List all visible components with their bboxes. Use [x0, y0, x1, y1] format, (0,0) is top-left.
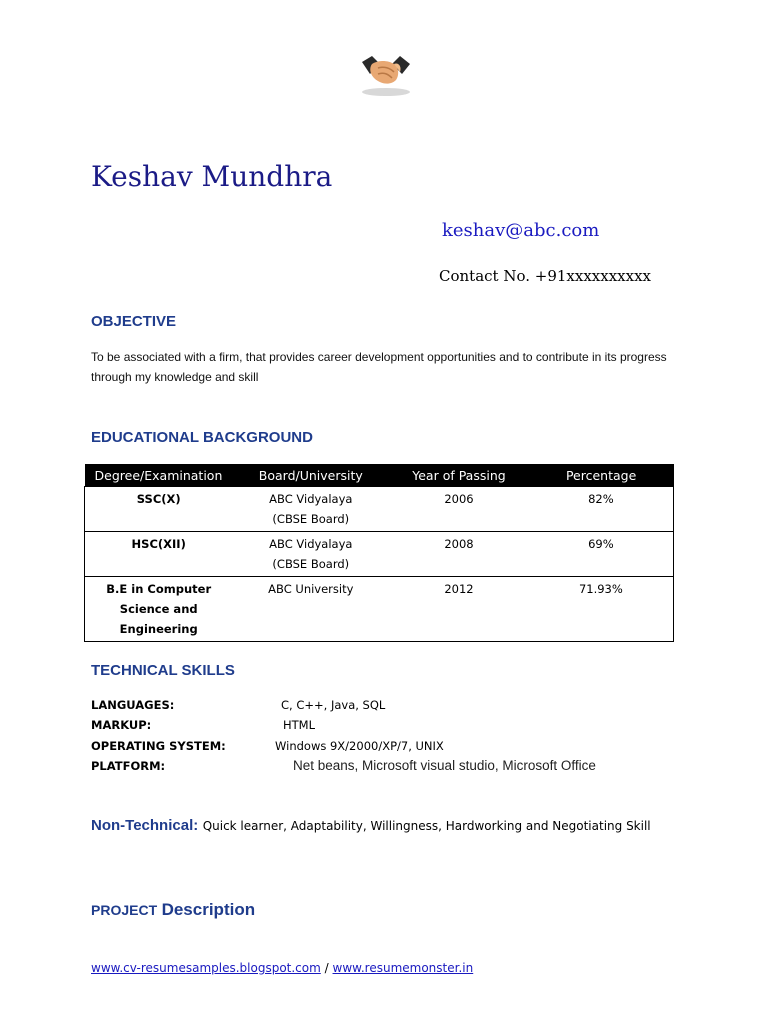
- footer-link-cv-resumesamples[interactable]: www.cv-resumesamples.blogspot.com: [91, 961, 321, 975]
- column-header: Percentage: [529, 464, 674, 487]
- table-row: [85, 532, 674, 577]
- skill-label: MARKUP:: [91, 718, 152, 732]
- footer-links: [91, 961, 473, 975]
- degree-line: B.E in Computer: [106, 582, 212, 596]
- board-line: (CBSE Board): [272, 557, 350, 571]
- degree-cell: SSC(X): [85, 487, 233, 532]
- column-header: Degree/Examination: [85, 464, 233, 487]
- objective-heading: OBJECTIVE: [91, 313, 177, 330]
- handshake-icon: [358, 48, 414, 98]
- project-heading: [91, 900, 255, 920]
- year-cell: 2008: [389, 532, 529, 577]
- table-row: [85, 487, 674, 532]
- skill-value: Windows 9X/2000/XP/7, UNIX: [275, 739, 444, 753]
- project-heading-part1: PROJECT: [91, 902, 158, 918]
- email-text: keshav@abc.com: [442, 220, 600, 241]
- skill-value: HTML: [283, 718, 316, 732]
- degree-line: Science and: [119, 602, 198, 616]
- technical-skills-heading: TECHNICAL SKILLS: [91, 662, 235, 679]
- column-header: Year of Passing: [389, 464, 529, 487]
- skill-label: PLATFORM:: [91, 759, 166, 773]
- degree-cell: [85, 577, 233, 642]
- column-header: Board/University: [232, 464, 389, 487]
- skill-label: LANGUAGES:: [91, 698, 175, 712]
- footer-separator: /: [324, 961, 329, 975]
- board-cell: [232, 532, 389, 577]
- board-line: ABC Vidyalaya: [269, 537, 353, 551]
- board-line: ABC Vidyalaya: [269, 492, 353, 506]
- project-heading-part2: Description: [161, 900, 256, 919]
- education-heading: EDUCATIONAL BACKGROUND: [91, 429, 313, 446]
- skill-value: Net beans, Microsoft visual studio, Microsoft Office: [293, 758, 596, 773]
- degree-cell: HSC(XII): [85, 532, 233, 577]
- education-table: [84, 464, 674, 642]
- skill-label: OPERATING SYSTEM:: [91, 739, 226, 753]
- board-cell: ABC University: [232, 577, 389, 642]
- year-cell: 2006: [389, 487, 529, 532]
- board-line: (CBSE Board): [272, 512, 350, 526]
- table-row: [85, 577, 674, 642]
- board-cell: [232, 487, 389, 532]
- non-technical-value: Quick learner, Adaptability, Willingness, Hardworking and Negotiating Skill: [202, 819, 651, 833]
- candidate-name: Keshav Mundhra: [91, 160, 333, 193]
- footer-link-resumemonster[interactable]: www.resumemonster.in: [332, 961, 474, 975]
- year-cell: 2012: [389, 577, 529, 642]
- contact-number: Contact No. +91xxxxxxxxxx: [439, 267, 652, 285]
- table-header-row: [85, 464, 674, 487]
- non-technical-line: [91, 817, 651, 835]
- percentage-cell: 71.93%: [529, 577, 674, 642]
- percentage-cell: 69%: [529, 532, 674, 577]
- non-technical-label: Non-Technical:: [91, 817, 199, 834]
- skill-value: C, C++, Java, SQL: [281, 698, 386, 712]
- degree-line: Engineering: [119, 622, 198, 636]
- percentage-cell: 82%: [529, 487, 674, 532]
- objective-text: To be associated with a firm, that provides career development opportunities and to contribute in its progress through my knowledge and skill: [91, 350, 667, 384]
